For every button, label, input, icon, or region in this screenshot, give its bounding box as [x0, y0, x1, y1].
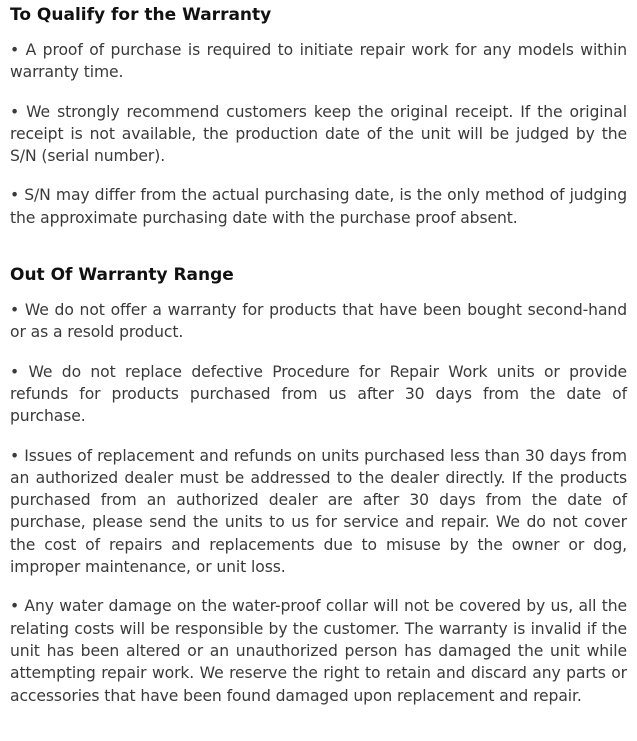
list-item: • Issues of replacement and refunds on units purchased less than 30 days from an authorized dealer must be addressed to the dealer directly. If the products purchased from an authorized dealer are after 30 days from the date of purchase, please send the units to us for service and repair. We do not cover the cost of repairs and replacements due to misuse by the owner or dog, improper maintenance, or unit loss. — [10, 446, 627, 577]
list-item: • We do not replace defective Procedure for Repair Work units or provide refunds for products purchased from us after 30 days from the date of purchase. — [10, 362, 627, 426]
list-item: • We do not offer a warranty for products that have been bought second-hand or as a resold product. — [10, 301, 627, 342]
list-item: • S/N may differ from the actual purchasing date, is the only method of judging the approximate purchasing date with the purchase proof absent. — [10, 186, 627, 227]
section-heading: To Qualify for the Warranty — [10, 5, 272, 25]
list-item: • Any water damage on the water-proof collar will not be covered by us, all the relating costs will be responsible by the customer. The warranty is invalid if the unit has been altered or an unauthorized person has damaged the unit while attempting repair work. We reserve the right to retain and discard any parts or accessories that have been found damaged upon replacement and repair. — [10, 597, 627, 705]
list-item: • A proof of purchase is required to initiate repair work for any models within warranty time. — [10, 41, 627, 82]
section-heading: Out Of Warranty Range — [10, 265, 234, 286]
qualify-section — [10, 2, 627, 229]
list-item: • We strongly recommend customers keep the original receipt. If the original receipt is not available, the production date of the unit will be judged by the S/N (serial number). — [10, 102, 627, 166]
out-of-warranty-section — [10, 262, 627, 707]
